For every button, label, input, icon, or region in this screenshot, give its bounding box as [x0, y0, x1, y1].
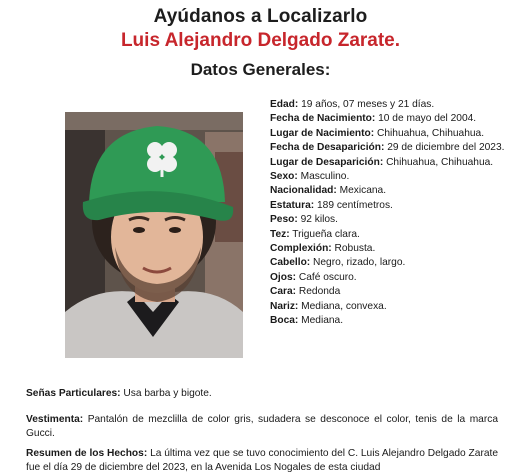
detail-value: Mediana, convexa.	[298, 300, 387, 312]
section-heading: Datos Generales:	[190, 60, 331, 79]
detail-eyes	[270, 271, 510, 285]
detail-label: Estatura:	[270, 199, 315, 211]
detail-value: Chihuahua, Chihuahua.	[374, 127, 485, 139]
detail-nationality	[270, 184, 510, 198]
detail-value: Trigueña clara.	[289, 228, 360, 240]
detail-value: Café oscuro.	[296, 271, 357, 283]
detail-value: Mediana.	[298, 315, 344, 327]
detail-label: Peso:	[270, 214, 298, 226]
resumen-value: La última vez que se tuvo conocimiento del C. Luis Alejandro Delgado Zarate fue el día 29 de diciembre del 2023, en la Avenida Los Nogales de esta ciudad	[26, 448, 498, 474]
detail-value: 19 años, 07 meses y 21 días.	[298, 99, 435, 110]
detail-disappearance-place	[270, 156, 510, 170]
detail-value: Masculino.	[297, 171, 350, 183]
detail-age	[270, 98, 510, 112]
detail-sex	[270, 170, 510, 184]
detail-label: Nacionalidad:	[270, 185, 337, 197]
detail-label: Cara:	[270, 286, 297, 298]
detail-nose	[270, 300, 510, 314]
details-list	[270, 98, 510, 329]
detail-height	[270, 199, 510, 213]
detail-label: Boca:	[270, 315, 299, 327]
detail-value: 92 kilos.	[297, 214, 338, 226]
detail-value: Negro, rizado, largo.	[310, 257, 406, 269]
vestimenta-value: Pantalón de mezclilla de color gris, sudadera se desconoce el color, tenis de la marca Gucci.	[26, 414, 498, 440]
detail-label: Lugar de Nacimiento:	[270, 127, 375, 139]
detail-complexion-tone	[270, 228, 510, 242]
person-photo	[65, 112, 243, 358]
resumen-label: Resumen de los Hechos:	[26, 448, 148, 459]
detail-birth-date	[270, 112, 510, 126]
senas-label: Señas Particulares:	[26, 388, 121, 399]
detail-value: 10 de mayo del 2004.	[375, 113, 477, 125]
detail-mouth	[270, 314, 510, 328]
poster-title: Ayúdanos a Localizarlo	[153, 6, 368, 27]
detail-label: Complexión:	[270, 243, 332, 255]
detail-value: Redonda	[296, 286, 341, 298]
detail-weight	[270, 213, 510, 227]
detail-value: Mexicana.	[336, 185, 387, 197]
detail-value: 189 centímetros.	[314, 199, 393, 211]
detail-label: Nariz:	[270, 300, 299, 312]
detail-label: Lugar de Desaparición:	[270, 156, 384, 168]
detail-value: 29 de diciembre del 2023.	[384, 142, 505, 154]
detail-face	[270, 285, 510, 299]
detail-build	[270, 242, 510, 256]
detail-hair	[270, 256, 510, 270]
detail-disappearance-date	[270, 141, 510, 155]
detail-label: Ojos:	[270, 271, 297, 283]
senas-value: Usa barba y bigote.	[120, 388, 212, 399]
distinguishing-marks	[26, 387, 498, 401]
events-summary	[26, 447, 498, 476]
clothing-description	[26, 413, 498, 442]
detail-label: Sexo:	[270, 171, 298, 183]
detail-label: Edad:	[270, 99, 299, 110]
detail-label: Tez:	[270, 228, 290, 240]
detail-label: Cabello:	[270, 257, 311, 269]
detail-value: Robusta.	[331, 243, 376, 255]
missing-person-name: Luis Alejandro Delgado Zarate.	[120, 30, 401, 51]
detail-value: Chihuahua, Chihuahua.	[383, 156, 494, 168]
detail-birth-place	[270, 127, 510, 141]
detail-label: Fecha de Desaparición:	[270, 142, 385, 154]
vestimenta-label: Vestimenta:	[26, 414, 84, 425]
detail-label: Fecha de Nacimiento:	[270, 113, 376, 125]
